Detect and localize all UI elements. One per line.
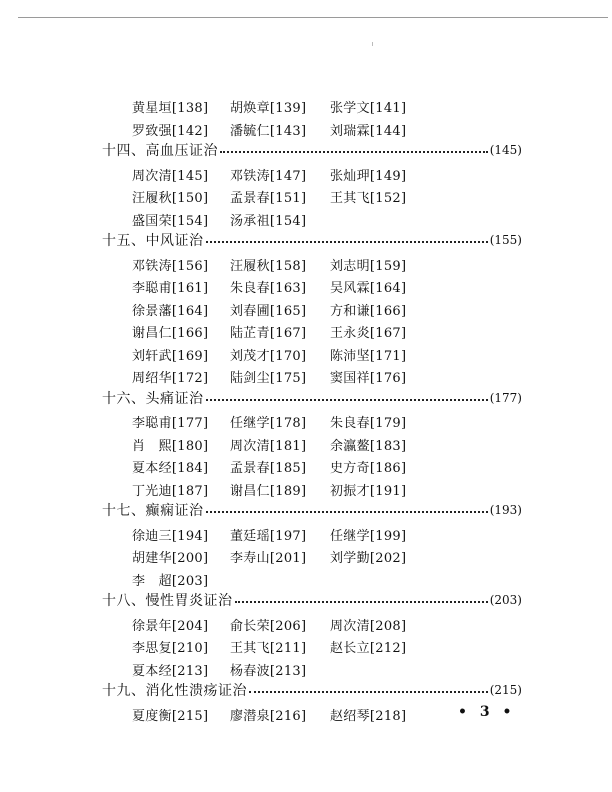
author-entry[interactable]: 赵绍琴[218]: [330, 709, 407, 724]
section-title: 十六、头痛证治: [102, 391, 204, 407]
section-page-number: (155): [489, 233, 522, 247]
author-entry[interactable]: 孟景春[151]: [230, 191, 307, 206]
author-entry[interactable]: 杨春波[213]: [230, 664, 307, 679]
author-entry[interactable]: 陈沛坚[171]: [330, 349, 407, 364]
dot-leader: [220, 151, 488, 153]
section-page-number: (203): [489, 593, 522, 607]
author-entry[interactable]: 朱良春[163]: [230, 281, 307, 296]
author-entry[interactable]: 刘茂才[170]: [230, 349, 307, 364]
author-entry[interactable]: 朱良春[179]: [330, 416, 407, 431]
section-page-number: (145): [489, 143, 522, 157]
dot-leader: [235, 601, 488, 603]
author-entry[interactable]: 俞长荣[206]: [230, 619, 307, 634]
dot-leader: [206, 511, 488, 513]
author-entry[interactable]: 任继学[178]: [230, 416, 307, 431]
toc-section-heading[interactable]: [102, 231, 522, 249]
section-title: 十八、慢性胃炎证治: [102, 593, 233, 609]
author-entry[interactable]: 陆芷青[167]: [230, 326, 307, 341]
author-entry[interactable]: 李思复[210]: [132, 641, 209, 656]
author-entry[interactable]: 周绍华[172]: [132, 371, 209, 386]
author-entry[interactable]: 史方奇[186]: [330, 461, 407, 476]
dot-leader: [206, 399, 488, 401]
author-entry[interactable]: 汪履秋[150]: [132, 191, 209, 206]
author-entry[interactable]: 邓铁涛[147]: [230, 169, 307, 184]
author-entry[interactable]: 王永炎[167]: [330, 326, 407, 341]
section-title: 十四、高血压证治: [102, 143, 218, 159]
author-entry[interactable]: 胡焕章[139]: [230, 101, 307, 116]
author-entry[interactable]: 罗致强[142]: [132, 124, 209, 139]
author-entry[interactable]: 丁光迪[187]: [132, 484, 209, 499]
author-entry[interactable]: 董廷瑶[197]: [230, 529, 307, 544]
author-entry[interactable]: 李聪甫[177]: [132, 416, 209, 431]
author-entry[interactable]: 黄星垣[138]: [132, 101, 209, 116]
section-title: 十九、消化性溃疡证治: [102, 683, 247, 699]
author-entry[interactable]: 胡建华[200]: [132, 551, 209, 566]
dot-leader: [249, 691, 488, 693]
author-entry[interactable]: 李 超[203]: [132, 574, 209, 589]
scan-speck: [372, 42, 373, 46]
toc-section-heading[interactable]: [102, 389, 522, 407]
toc-section-heading[interactable]: [102, 591, 522, 609]
dot-leader: [206, 241, 488, 243]
author-entry[interactable]: 李寿山[201]: [230, 551, 307, 566]
author-entry[interactable]: 任继学[199]: [330, 529, 407, 544]
author-entry[interactable]: 吴风霖[164]: [330, 281, 407, 296]
author-entry[interactable]: 李聪甫[161]: [132, 281, 209, 296]
author-entry[interactable]: 周次清[145]: [132, 169, 209, 184]
section-page-number: (193): [489, 503, 522, 517]
author-entry[interactable]: 肖 熙[180]: [132, 439, 209, 454]
author-entry[interactable]: 廖潜泉[216]: [230, 709, 307, 724]
author-entry[interactable]: 赵长立[212]: [330, 641, 407, 656]
author-entry[interactable]: 孟景春[185]: [230, 461, 307, 476]
author-entry[interactable]: 周次清[208]: [330, 619, 407, 634]
author-entry[interactable]: 汪履秋[158]: [230, 259, 307, 274]
author-entry[interactable]: 谢昌仁[166]: [132, 326, 209, 341]
top-rule: [18, 17, 608, 18]
author-entry[interactable]: 刘春圃[165]: [230, 304, 307, 319]
author-entry[interactable]: 徐迪三[194]: [132, 529, 209, 544]
page-number: • 3 •: [458, 704, 516, 720]
author-entry[interactable]: 谢昌仁[189]: [230, 484, 307, 499]
author-entry[interactable]: 徐景年[204]: [132, 619, 209, 634]
section-title: 十五、中风证治: [102, 233, 204, 249]
toc-section-heading[interactable]: [102, 501, 522, 519]
author-entry[interactable]: 窦国祥[176]: [330, 371, 407, 386]
toc-section-heading[interactable]: [102, 681, 522, 699]
author-entry[interactable]: 盛国荣[154]: [132, 214, 209, 229]
author-entry[interactable]: 王其飞[211]: [230, 641, 307, 656]
author-entry[interactable]: 夏本经[184]: [132, 461, 209, 476]
author-entry[interactable]: 张灿玾[149]: [330, 169, 407, 184]
author-entry[interactable]: 刘轩武[169]: [132, 349, 209, 364]
author-entry[interactable]: 夏本经[213]: [132, 664, 209, 679]
author-entry[interactable]: 邓铁涛[156]: [132, 259, 209, 274]
author-entry[interactable]: 陆剑尘[175]: [230, 371, 307, 386]
author-entry[interactable]: 王其飞[152]: [330, 191, 407, 206]
toc-section-heading[interactable]: [102, 141, 522, 159]
author-entry[interactable]: 刘瑞霖[144]: [330, 124, 407, 139]
author-entry[interactable]: 周次清[181]: [230, 439, 307, 454]
author-entry[interactable]: 余瀛鳌[183]: [330, 439, 407, 454]
section-title: 十七、癫痫证治: [102, 503, 204, 519]
author-entry[interactable]: 刘学勤[202]: [330, 551, 407, 566]
author-entry[interactable]: 汤承祖[154]: [230, 214, 307, 229]
author-entry[interactable]: 徐景藩[164]: [132, 304, 209, 319]
author-entry[interactable]: 初振才[191]: [330, 484, 407, 499]
section-page-number: (215): [489, 683, 522, 697]
author-entry[interactable]: 刘志明[159]: [330, 259, 407, 274]
section-page-number: (177): [489, 391, 522, 405]
author-entry[interactable]: 张学文[141]: [330, 101, 407, 116]
author-entry[interactable]: 夏度衡[215]: [132, 709, 209, 724]
author-entry[interactable]: 方和谦[166]: [330, 304, 407, 319]
author-entry[interactable]: 潘毓仁[143]: [230, 124, 307, 139]
